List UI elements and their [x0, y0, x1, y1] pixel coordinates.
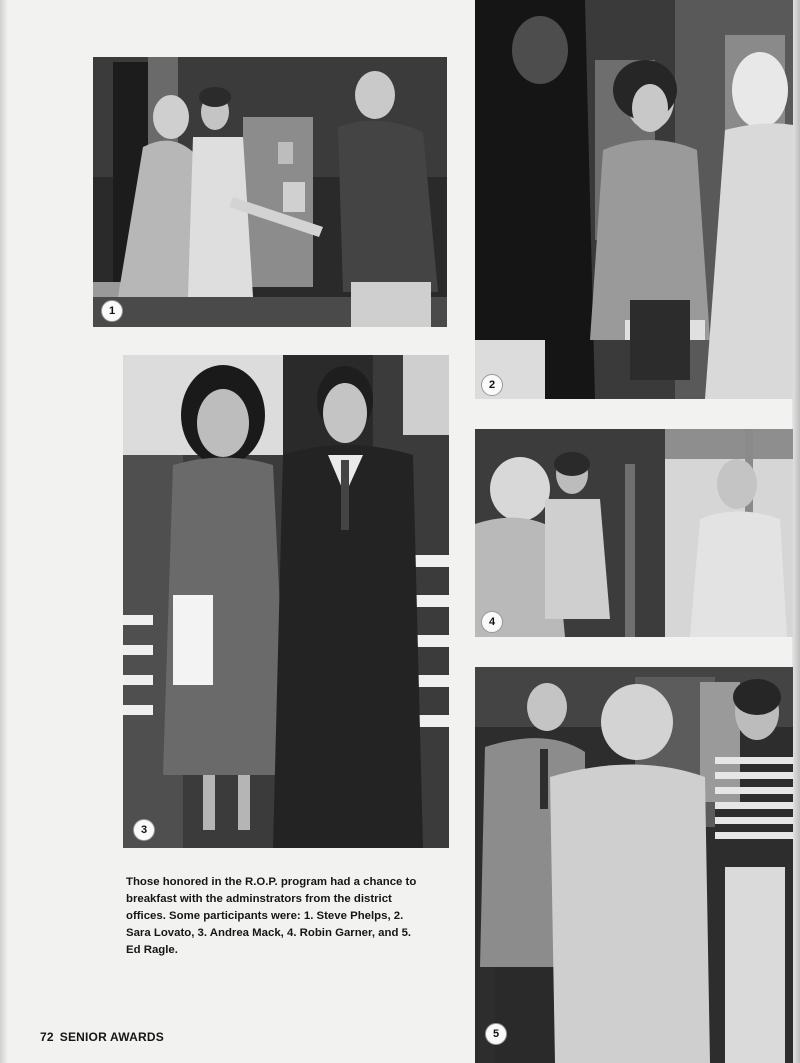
photo-1-image	[93, 57, 447, 327]
photo-5-image	[475, 667, 793, 1063]
photo-2	[475, 0, 793, 399]
photo-3	[123, 355, 449, 848]
photo-3-number-badge: 3	[133, 819, 155, 841]
photo-2-image	[475, 0, 793, 399]
photo-4	[475, 429, 793, 637]
photo-1-number-badge: 1	[101, 300, 123, 322]
photo-2-number-badge: 2	[481, 374, 503, 396]
page-footer	[40, 1030, 164, 1044]
photo-4-number-badge: 4	[481, 611, 503, 633]
photo-3-image	[123, 355, 449, 848]
photo-1	[93, 57, 447, 327]
photo-5-number-badge: 5	[485, 1023, 507, 1045]
photo-caption: Those honored in the R.O.P. program had a chance to breakfast with the adminstrators from the district offices. Some participants were: 1. Steve Phelps, 2. Sara Lovato, 3. Andrea Mack, 4. Robin Garner, and 5. Ed Ragle.	[126, 876, 417, 956]
page-edge-shadow	[792, 0, 800, 1063]
photo-4-image	[475, 429, 793, 637]
photo-5	[475, 667, 793, 1063]
page-number: 72	[40, 1030, 54, 1044]
section-title: SENIOR AWARDS	[59, 1030, 164, 1044]
page-binding-shadow	[0, 0, 8, 1063]
